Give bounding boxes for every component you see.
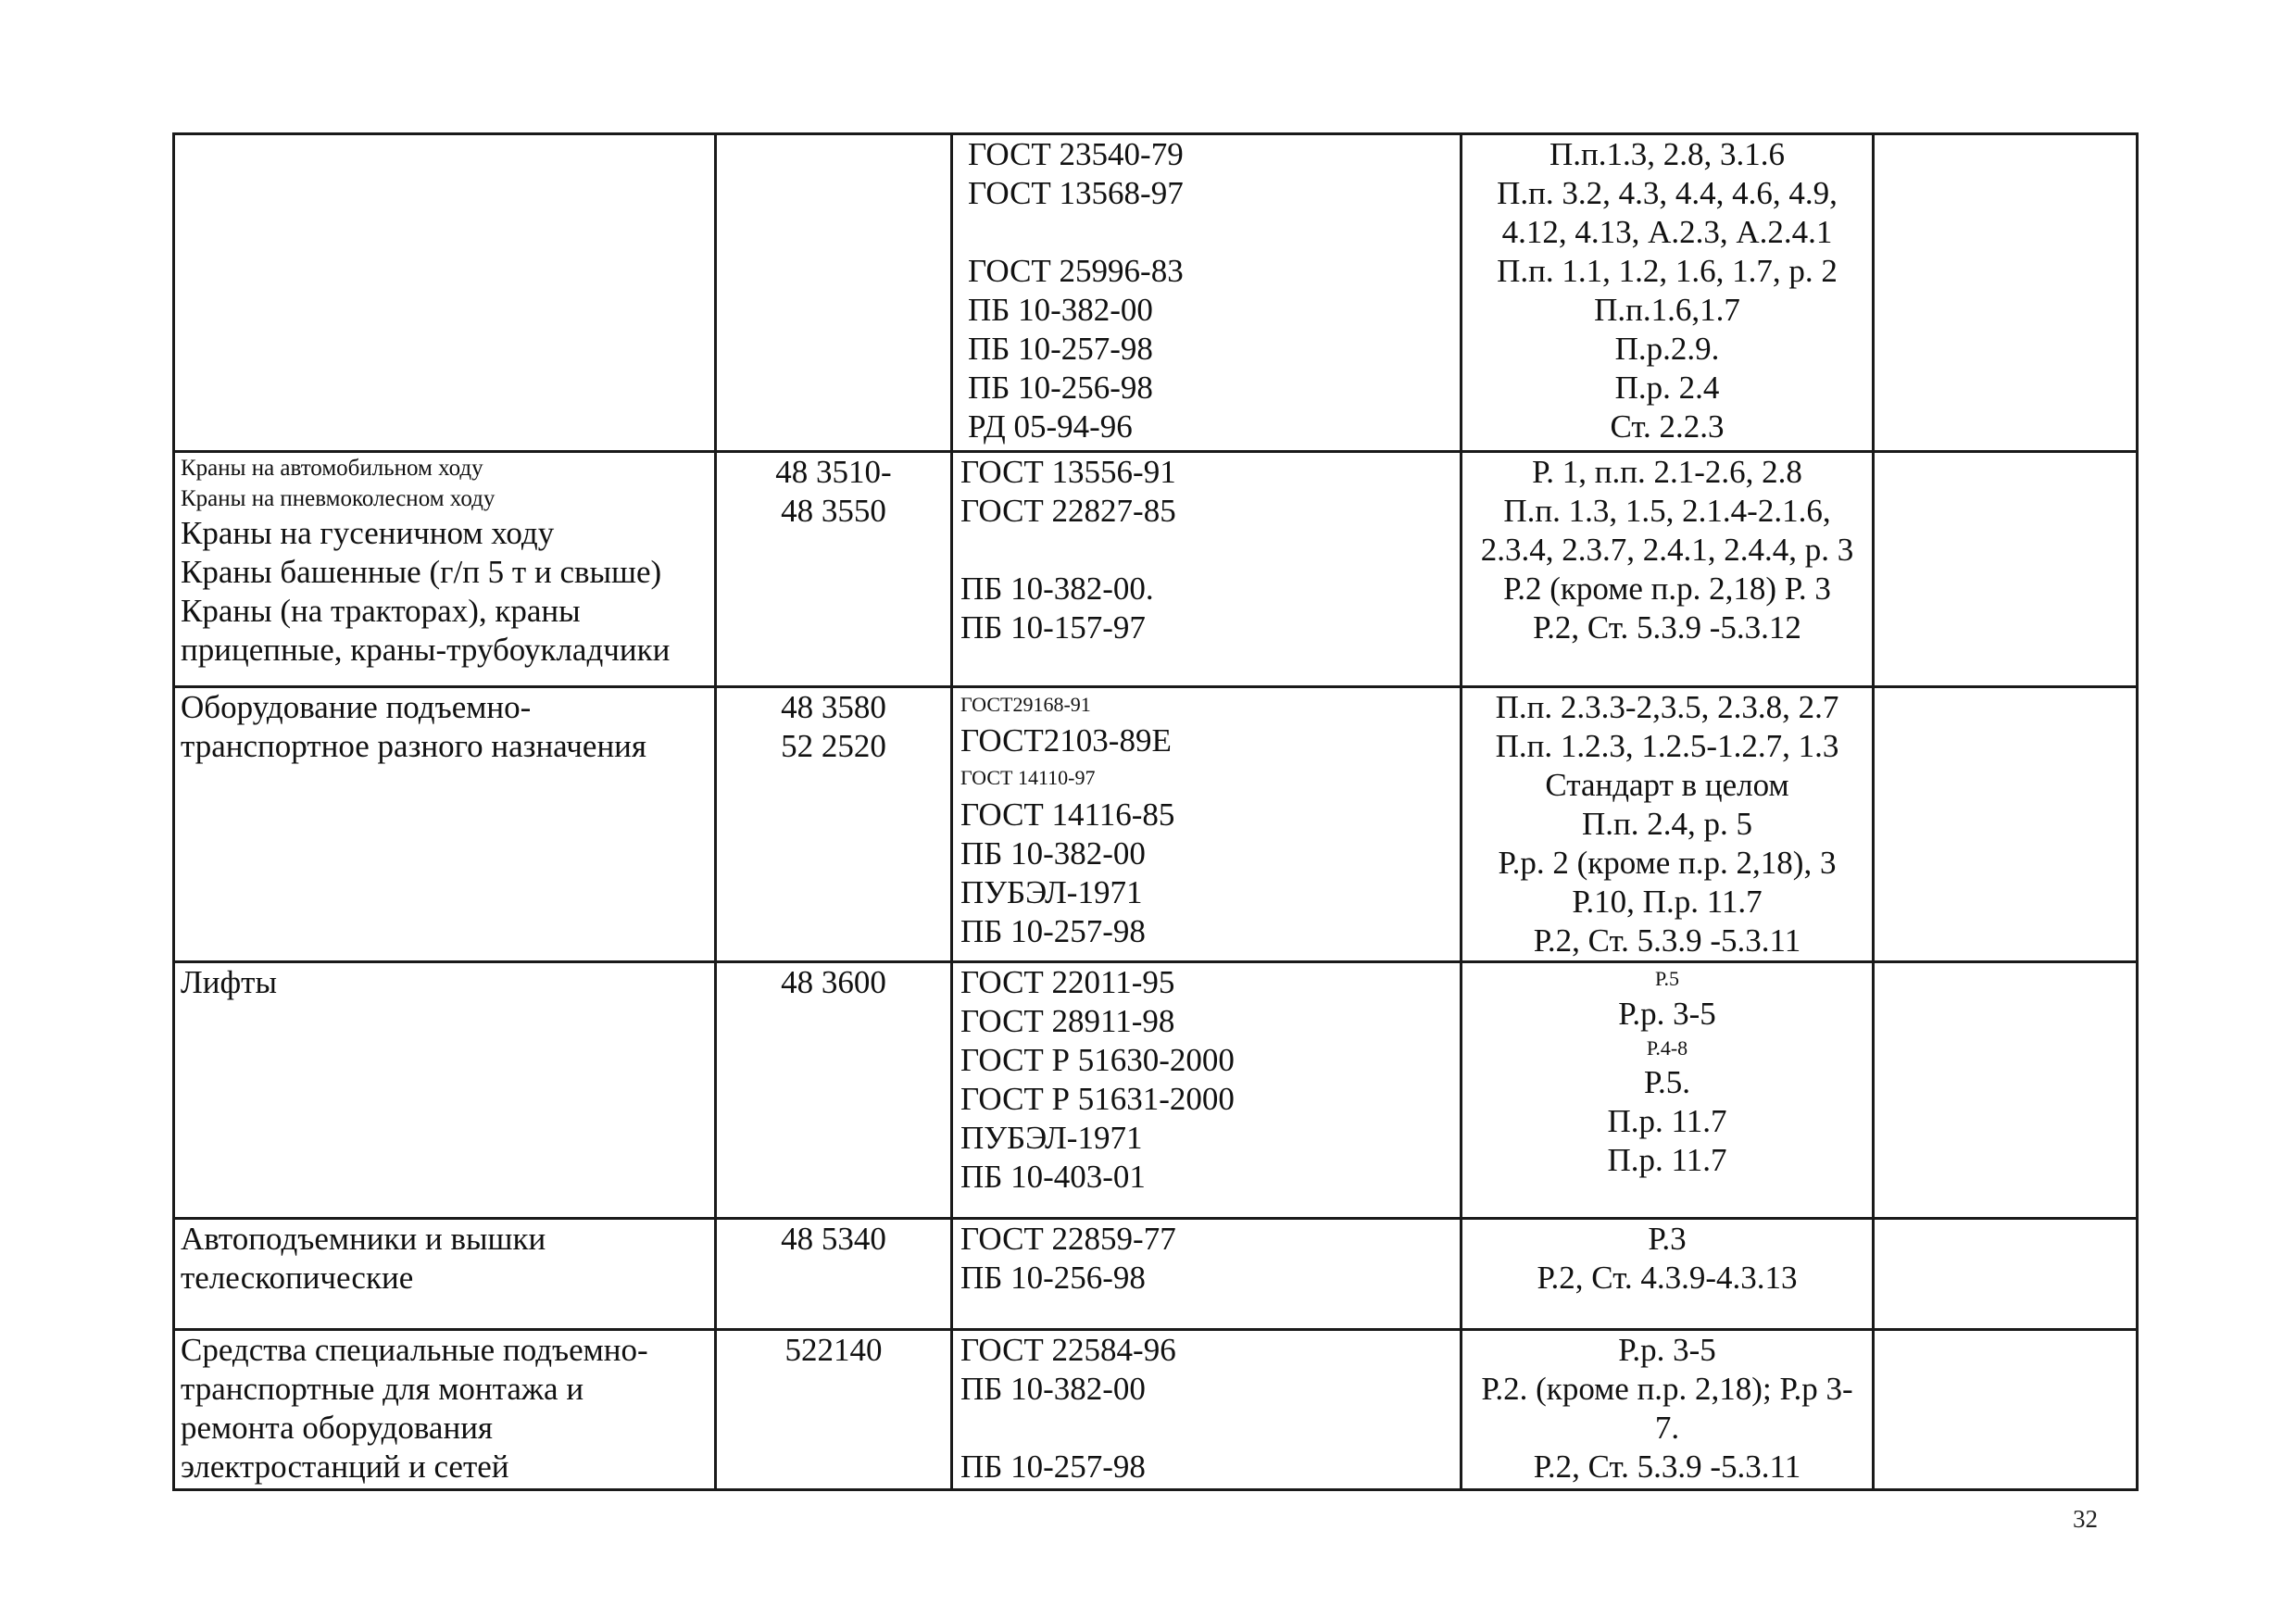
- standard-line: ПБ 10-257-98: [960, 1449, 1146, 1485]
- standard-line: ГОСТ 22011-95: [960, 964, 1175, 1000]
- standard-line: ПБ 10-256-98: [960, 1260, 1146, 1296]
- clause-line: Р.р. 2 (кроме п.р. 2,18), 3: [1498, 845, 1837, 881]
- standard-line: ПБ 10-403-01: [960, 1159, 1146, 1195]
- standard-line: ПБ 10-382-00.: [960, 571, 1154, 607]
- standard-line: ГОСТ 25996-83: [968, 253, 1184, 289]
- standard-line: РД 05-94-96: [968, 408, 1133, 445]
- clause-line: Р.5: [1655, 967, 1679, 990]
- standard-line: ПУБЭЛ-1971: [960, 1120, 1143, 1156]
- equipment-name-line: транспортное разного назначения: [181, 728, 647, 764]
- equipment-name-line: транспортные для монтажа и: [181, 1371, 584, 1407]
- note-cell: [1874, 687, 2138, 962]
- clause-line: П.п. 3.2, 4.3, 4.4, 4.6, 4.9,: [1497, 175, 1838, 211]
- standard-line: ГОСТ 22859-77: [960, 1221, 1176, 1257]
- equipment-name-line: Автоподъемники и вышки: [181, 1221, 546, 1257]
- clauses-cell: [1462, 1330, 1874, 1490]
- clause-line: П.п.1.6,1.7: [1594, 292, 1740, 328]
- standards-table: [172, 132, 2139, 1491]
- okp-code-line: 522140: [784, 1332, 883, 1368]
- okp-code-cell: [716, 134, 952, 452]
- equipment-name-line: прицепные, краны-трубоукладчики: [181, 632, 671, 668]
- equipment-name-line: Средства специальные подъемно-: [181, 1332, 648, 1368]
- standard-line: ПУБЭЛ-1971: [960, 874, 1143, 910]
- clause-line: 4.12, 4.13, А.2.3, А.2.4.1: [1501, 214, 1833, 250]
- equipment-name-cell: [174, 1330, 716, 1490]
- standard-cell: [952, 134, 1462, 452]
- standard-line: ГОСТ 23540-79: [968, 136, 1184, 172]
- standard-line: ГОСТ 14110-97: [960, 766, 1096, 789]
- clause-line: П.п. 1.1, 1.2, 1.6, 1.7, р. 2: [1497, 253, 1838, 289]
- clause-line: П.р. 11.7: [1607, 1142, 1727, 1178]
- okp-code-line: 48 3550: [781, 493, 886, 529]
- equipment-name-line: Оборудование подъемно-: [181, 689, 532, 725]
- clause-line: Р. 1, п.п. 2.1-2.6, 2.8: [1532, 454, 1802, 490]
- note-cell: [1874, 134, 2138, 452]
- standard-line: ПБ 10-257-98: [960, 913, 1146, 949]
- equipment-name-line: телескопические: [181, 1260, 414, 1296]
- equipment-name-line: Краны башенные (г/п 5 т и свыше): [181, 554, 662, 590]
- standard-line: ГОСТ 13568-97: [968, 175, 1184, 211]
- standard-cell: [952, 687, 1462, 962]
- okp-code-line: 48 3510-: [775, 454, 892, 490]
- equipment-name-line: Краны (на тракторах), краны: [181, 593, 581, 629]
- clause-line: Р.2, Ст. 5.3.9 -5.3.12: [1533, 609, 1801, 646]
- okp-code-line: 48 3580: [781, 689, 886, 725]
- note-cell: [1874, 452, 2138, 687]
- clauses-cell: [1462, 134, 1874, 452]
- note-cell: [1874, 1330, 2138, 1490]
- standard-line: ГОСТ 14116-85: [960, 796, 1175, 833]
- clause-line: 2.3.4, 2.3.7, 2.4.1, 2.4.4, р. 3: [1480, 532, 1854, 568]
- clause-line: Р.10, П.р. 11.7: [1572, 884, 1763, 920]
- clause-line: П.п. 2.4, р. 5: [1581, 806, 1752, 842]
- clause-line: Стандарт в целом: [1545, 767, 1789, 803]
- clause-line: Р.2 (кроме п.р. 2,18) Р. 3: [1503, 571, 1831, 607]
- clause-line: П.п.1.3, 2.8, 3.1.6: [1549, 136, 1785, 172]
- standard-line: ПБ 10-157-97: [960, 609, 1146, 646]
- standard-line: ПБ 10-257-98: [968, 331, 1153, 367]
- equipment-name-cell: [174, 1219, 716, 1330]
- standard-line: ГОСТ 22827-85: [960, 493, 1176, 529]
- equipment-name-cell: [174, 452, 716, 687]
- standard-line: ПБ 10-382-00: [968, 292, 1153, 328]
- clauses-cell: [1462, 962, 1874, 1219]
- standard-cell: [952, 962, 1462, 1219]
- standard-line: ГОСТ29168-91: [960, 693, 1091, 716]
- standard-cell: [952, 452, 1462, 687]
- equipment-name-cell: [174, 687, 716, 962]
- note-cell: [1874, 1219, 2138, 1330]
- table-row: [174, 962, 2138, 1219]
- clauses-cell: [1462, 1219, 1874, 1330]
- clause-line: П.п. 1.2.3, 1.2.5-1.2.7, 1.3: [1495, 728, 1839, 764]
- okp-code-cell: [716, 452, 952, 687]
- note-cell: [1874, 962, 2138, 1219]
- equipment-name-line: Краны на гусеничном ходу: [181, 515, 555, 551]
- standard-line: ГОСТ 13556-91: [960, 454, 1176, 490]
- standard-line: [953, 1409, 1460, 1448]
- clause-line: Ст. 2.2.3: [1610, 408, 1725, 445]
- standard-line: ПБ 10-256-98: [968, 370, 1153, 406]
- okp-code-cell: [716, 1219, 952, 1330]
- clause-line: П.р. 11.7: [1607, 1103, 1727, 1139]
- okp-code-cell: [716, 962, 952, 1219]
- standard-line: ГОСТ 22584-96: [960, 1332, 1176, 1368]
- clause-line: Р.2, Ст. 5.3.9 -5.3.11: [1533, 1449, 1801, 1485]
- table-row: [174, 134, 2138, 452]
- okp-code-line: 48 3600: [781, 964, 886, 1000]
- okp-code-cell: [716, 1330, 952, 1490]
- table-row: [174, 1330, 2138, 1490]
- standard-line: ГОСТ Р 51631-2000: [960, 1081, 1235, 1117]
- standard-line: ПБ 10-382-00: [960, 835, 1146, 872]
- clause-line: 7.: [1654, 1410, 1680, 1446]
- clause-line: Р.4-8: [1646, 1036, 1688, 1060]
- clause-line: Р.3: [1648, 1221, 1687, 1257]
- clauses-cell: [1462, 452, 1874, 687]
- clause-line: П.р. 2.4: [1614, 370, 1720, 406]
- equipment-name-line: Краны на пневмоколесном ходу: [181, 486, 496, 511]
- equipment-name-cell: [174, 134, 716, 452]
- clause-line: Р.2, Ст. 4.3.9-4.3.13: [1537, 1260, 1798, 1296]
- equipment-name-line: ремонта оборудования: [181, 1410, 494, 1446]
- equipment-name-line: Лифты: [181, 964, 277, 1000]
- standard-line: [953, 213, 1460, 252]
- clause-line: Р.5.: [1643, 1064, 1691, 1100]
- standard-line: [953, 531, 1460, 570]
- okp-code-line: 48 5340: [781, 1221, 886, 1257]
- clause-line: П.п. 2.3.3-2,3.5, 2.3.8, 2.7: [1495, 689, 1839, 725]
- clause-line: Р.р. 3-5: [1618, 1332, 1716, 1368]
- clause-line: Р.2, Ст. 5.3.9 -5.3.11: [1533, 922, 1801, 959]
- table-row: [174, 1219, 2138, 1330]
- standard-line: ГОСТ2103-89Е: [960, 722, 1172, 759]
- clause-line: Р.2. (кроме п.р. 2,18); Р.р 3-: [1481, 1371, 1853, 1407]
- equipment-name-cell: [174, 962, 716, 1219]
- clause-line: П.п. 1.3, 1.5, 2.1.4-2.1.6,: [1503, 493, 1831, 529]
- table-row: [174, 452, 2138, 687]
- equipment-name-line: электростанций и сетей: [181, 1449, 509, 1485]
- standard-line: ПБ 10-382-00: [960, 1371, 1146, 1407]
- clause-line: Р.р. 3-5: [1618, 996, 1716, 1032]
- standard-cell: [952, 1330, 1462, 1490]
- clauses-cell: [1462, 687, 1874, 962]
- okp-code-line: 52 2520: [781, 728, 886, 764]
- okp-code-cell: [716, 687, 952, 962]
- table-row: [174, 687, 2138, 962]
- clause-line: П.р.2.9.: [1614, 331, 1720, 367]
- page-number: 32: [2073, 1505, 2098, 1533]
- standard-cell: [952, 1219, 1462, 1330]
- standard-line: ГОСТ Р 51630-2000: [960, 1042, 1235, 1078]
- equipment-name-line: Краны на автомобильном ходу: [181, 456, 483, 481]
- standard-line: ГОСТ 28911-98: [960, 1003, 1175, 1039]
